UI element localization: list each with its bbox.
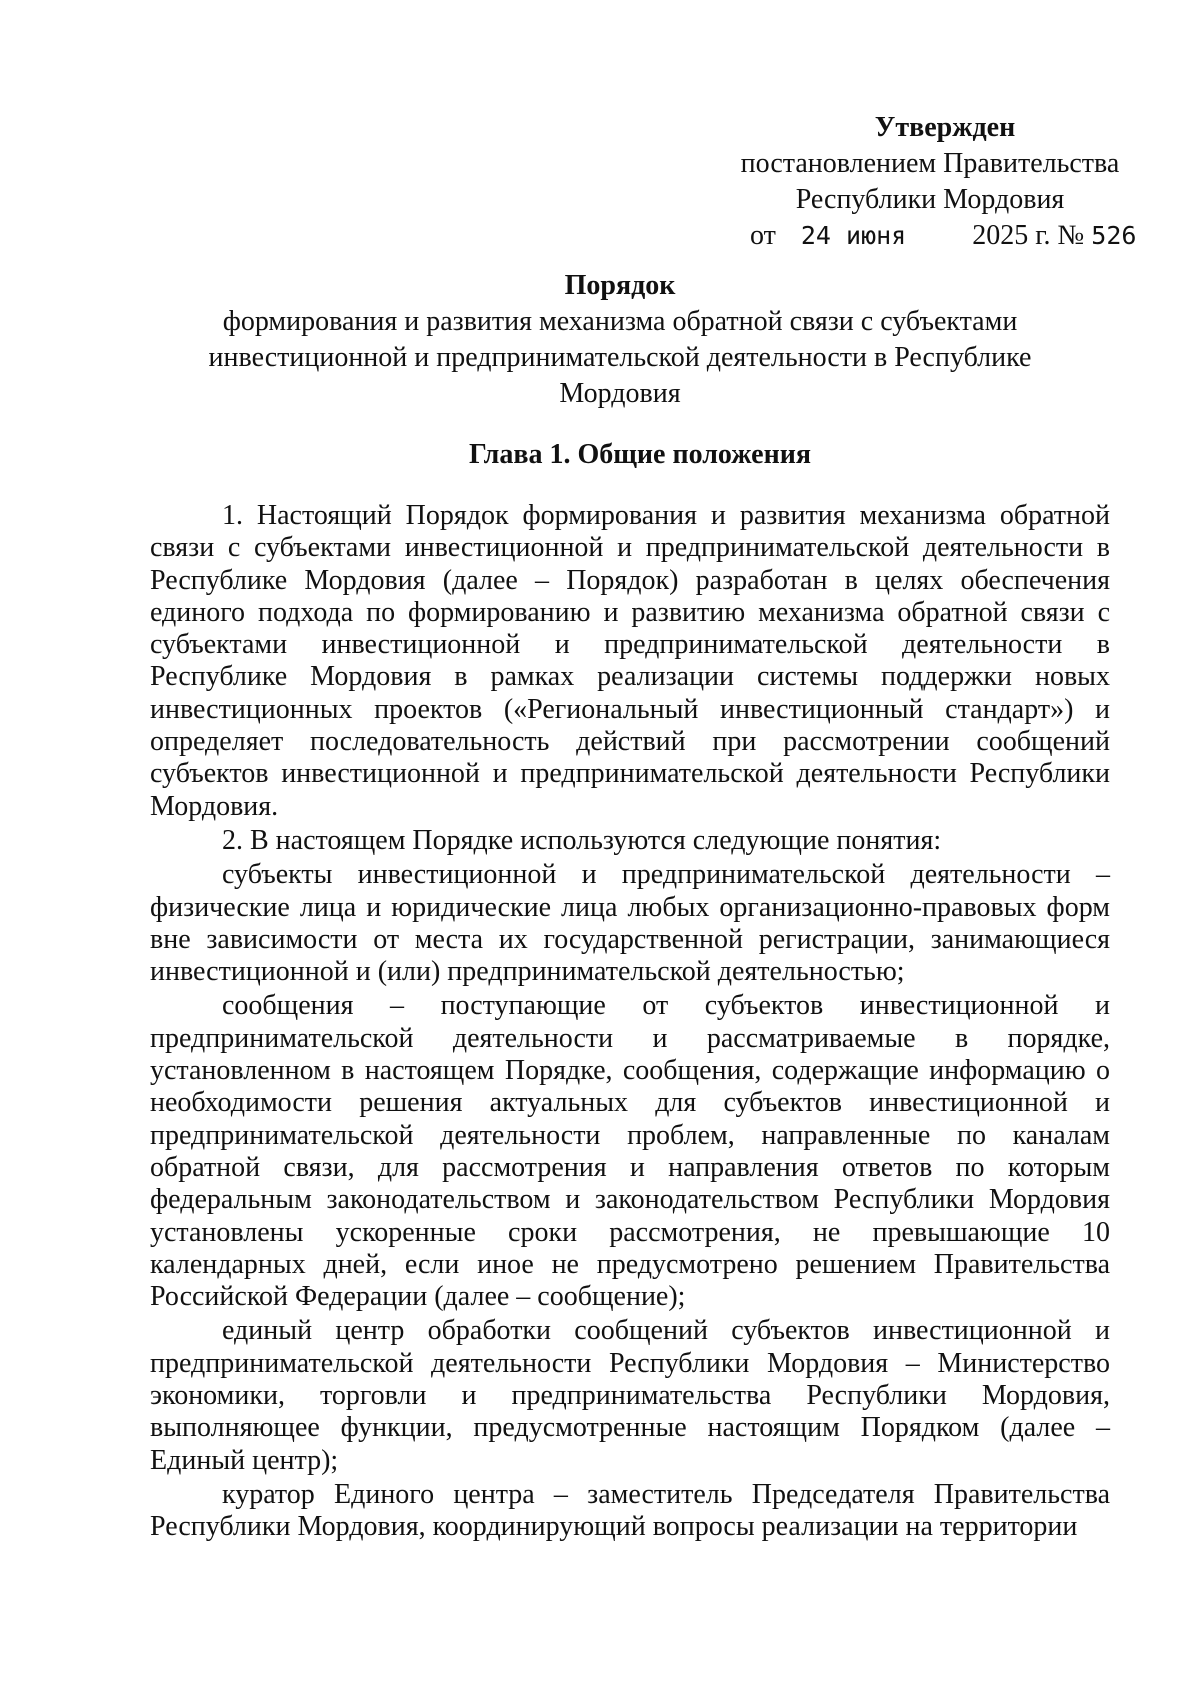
document-subtitle-line-1: формирования и развития механизма обратной связи с субъектами [222, 306, 1018, 337]
chapter-title: Глава 1. Общие положения [468, 439, 811, 470]
date-year: 2025 г. № [972, 220, 1085, 251]
definition-subjects: субъекты инвестиционной и предпринимательской деятельности – физические лица и юридические лица любых организационно-правовых форм вне зависимости от места их государственной регистрации, занимающиеся инвестиционной и (или) предпринимательской деятельностью; [150, 859, 1110, 988]
paragraph-1: 1. Настоящий Порядок формирования и развития механизма обратной связи с субъектами инвестиционной и предпринимательской деятельности в Республике Мордовия (далее – Порядок) разработан в целях обеспечения единого подхода по формированию и развитию механизма обратной связи с субъектами инвестиционной и предпринимательской деятельности в Республике Мордовия в рамках реализации системы поддержки новых инвестиционных проектов («Региональный инвестиционный стандарт») и определяет последовательность действий при рассмотрении сообщений субъектов инвестиционной и предпринимательской деятельности Республики Мордовия. [150, 500, 1110, 822]
approval-title: Утвержден [874, 112, 1016, 143]
document-heading [200, 268, 1040, 412]
document-subtitle-line-3: Мордовия [559, 378, 681, 409]
definition-curator: куратор Единого центра – заместитель Председателя Правительства Республики Мордовия, координирующий вопросы реализации на территории [150, 1478, 1110, 1543]
paragraph-2: 2. В настоящем Порядке используются следующие понятия: [222, 824, 942, 856]
approval-block [730, 110, 1137, 254]
decree-number: 526 [1091, 221, 1137, 250]
definition-unified-center: единый центр обработки сообщений субъектов инвестиционной и предпринимательской деятельности Республики Мордовия – Министерство экономики, торговли и предпринимательства Республики Мордовия, выполняющее функции, предусмотренные настоящим Порядком (далее – Единый центр); [150, 1315, 1110, 1476]
date-day-month: 24 июня [800, 221, 907, 250]
approval-line-2: Республики Мордовия [795, 184, 1065, 215]
date-prefix: от [750, 220, 776, 251]
document-subtitle-line-2: инвестиционной и предпринимательской деятельности в Республике [208, 342, 1032, 373]
document-title: Порядок [564, 270, 676, 301]
approval-line-1: постановлением Правительства [740, 148, 1120, 179]
document-body [150, 500, 1110, 1546]
approval-date-row [730, 218, 1137, 254]
definition-messages: сообщения – поступающие от субъектов инвестиционной и предпринимательской деятельности и рассматриваемые в порядке, установленном в настоящем Порядке, сообщения, содержащие информацию о необходимости решения актуальных для субъектов инвестиционной и предпринимательской деятельности проблем, направленные по каналам обратной связи, для рассмотрения и направления ответов по которым федеральным законодательством и законодательством Республики Мордовия установлены ускоренные сроки рассмотрения, не превышающие 10 календарных дней, если иное не предусмотрено решением Правительства Российской Федерации (далее – сообщение); [150, 990, 1110, 1313]
